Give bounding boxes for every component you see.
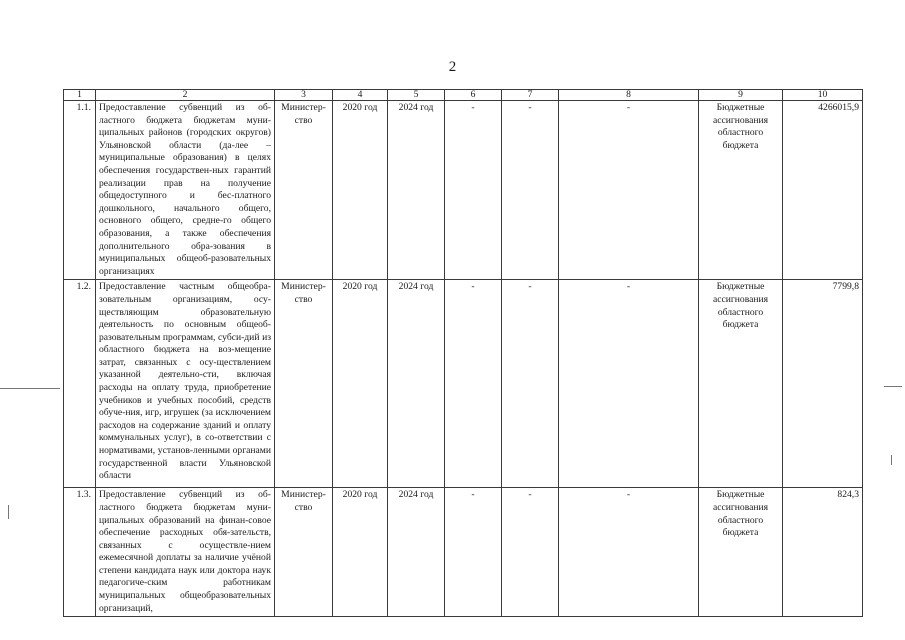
executor: Министер-ство <box>275 488 333 617</box>
scan-artifact <box>0 388 60 389</box>
funding-amount: 4266015,9 <box>783 101 863 280</box>
funding-source: Бюджетные ассигнования областного бюджета <box>699 488 783 617</box>
header-col-4: 4 <box>333 90 388 101</box>
funding-source: Бюджетные ассигнования областного бюджета <box>699 101 783 280</box>
col-6-value: - <box>445 488 502 617</box>
scan-artifact <box>884 386 902 387</box>
col-8-value: - <box>559 488 699 617</box>
start-year: 2020 год <box>333 488 388 617</box>
scan-artifact <box>8 505 9 519</box>
funding-source: Бюджетные ассигнования областного бюджета <box>699 280 783 488</box>
activity-description: Предоставление субвенций из об-ластного бюджета бюджетам муни-ципальных районов (городских округов) Ульяновской области (да-лее – муниципальные образования) в целях обеспечения государствен-ных гарантий реализации прав на получение общедоступного и бес-платного дошкольного, начального общего, основного общего, средне-го общего образования, а также обеспечения дополнительного обра-зования в муниципальных общеоб-разовательных организациях <box>96 101 275 280</box>
activity-description: Предоставление частным общеобра-зовательным организациям, осу-ществляющим образовательную деятельность по основным общеоб-разовательным программам, субси-дий из областного бюджета на воз-мещение затрат, связанных с осу-ществлением указанной деятельно-сти, включая расходы на оплату труда, приобретение учебников и учебных пособий, средств обуче-ния, игр, игрушек (за исключением расходов на содержание зданий и оплату коммунальных услуг), в со-ответствии с нормативами, установ-ленными органами государственной власти Ульяновской области <box>96 280 275 488</box>
header-col-5: 5 <box>388 90 445 101</box>
row-number: 1.1. <box>64 101 96 280</box>
end-year: 2024 год <box>388 280 445 488</box>
table-row <box>64 101 863 280</box>
row-number: 1.3. <box>64 488 96 617</box>
header-col-9: 9 <box>699 90 783 101</box>
col-6-value: - <box>445 101 502 280</box>
start-year: 2020 год <box>333 280 388 488</box>
col-6-value: - <box>445 280 502 488</box>
header-col-10: 10 <box>783 90 863 101</box>
end-year: 2024 год <box>388 101 445 280</box>
executor: Министер-ство <box>275 101 333 280</box>
table-row <box>64 488 863 617</box>
table-header-row <box>64 90 863 101</box>
program-activities-table <box>63 89 863 617</box>
funding-amount: 824,3 <box>783 488 863 617</box>
col-7-value: - <box>502 101 559 280</box>
col-8-value: - <box>559 280 699 488</box>
header-col-1: 1 <box>64 90 96 101</box>
funding-amount: 7799,8 <box>783 280 863 488</box>
header-col-6: 6 <box>445 90 502 101</box>
page-number: 2 <box>448 59 457 75</box>
row-number: 1.2. <box>64 280 96 488</box>
col-7-value: - <box>502 488 559 617</box>
table-row <box>64 280 863 488</box>
col-7-value: - <box>502 280 559 488</box>
executor: Министер-ство <box>275 280 333 488</box>
header-col-2: 2 <box>96 90 275 101</box>
header-col-8: 8 <box>559 90 699 101</box>
col-8-value: - <box>559 101 699 280</box>
header-col-3: 3 <box>275 90 333 101</box>
header-col-7: 7 <box>502 90 559 101</box>
scan-artifact <box>891 455 892 465</box>
activity-description: Предоставление субвенций из об-ластного бюджета бюджетам муни-ципальных образований на финан-совое обеспечение расходных обя-зательств, связанных с осуществле-нием ежемесячной доплаты за наличие учёной степени кандидата наук или доктора наук педагогиче-ским работникам муниципальных общеобразовательных организаций, <box>96 488 275 617</box>
end-year: 2024 год <box>388 488 445 617</box>
start-year: 2020 год <box>333 101 388 280</box>
